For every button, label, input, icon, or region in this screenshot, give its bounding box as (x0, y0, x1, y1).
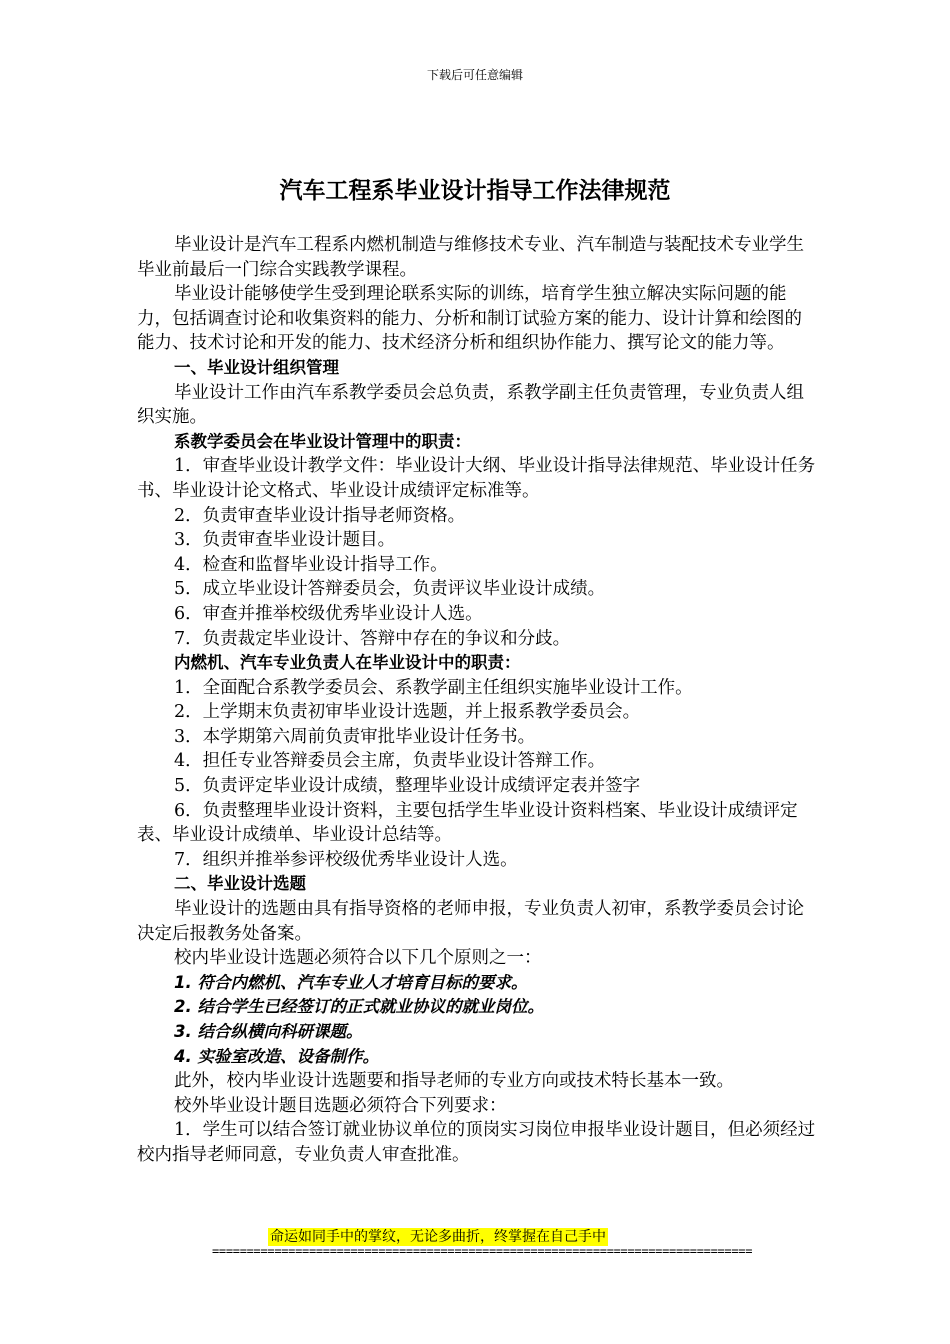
document-title: 汽车工程系毕业设计指导工作法律规范 (279, 178, 671, 204)
subsection-heading: 内燃机、汽车专业负责人在毕业设计中的职责： (174, 653, 521, 673)
list-item: 1．学生可以结合签订就业协议单位的顶岗实习岗位申报毕业设计题目，但必须经过校内指导老师同意，专业负责人审查批准。 (137, 1120, 816, 1165)
principle-item: 1. 符合内燃机、汽车专业人才培育目标的要求。 (174, 972, 528, 992)
paragraph: 校内毕业设计选题必须符合以下几个原则之一： (174, 948, 542, 969)
list-item: 6．负责整理毕业设计资料，主要包括学生毕业设计资料档案、毕业设计成绩评定表、毕业设计成绩单、毕业设计总结等。 (137, 800, 798, 846)
list-item: 3．本学期第六周前负责审批毕业设计任务书。 (174, 726, 536, 747)
list-item: 4．检查和监督毕业设计指导工作。 (174, 554, 448, 575)
list-item: 1．审查毕业设计教学文件：毕业设计大纲、毕业设计指导法律规范、毕业设计任务书、毕业设计论文格式、毕业设计成绩评定标准等。 (137, 456, 816, 501)
list-item: 3．负责审查毕业设计题目。 (174, 530, 396, 551)
paragraph: 毕业设计能够使学生受到理论联系实际的训练，培育学生独立解决实际问题的能力，包括调查讨论和收集资料的能力、分析和制订试验方案的能力、设计计算和绘图的能力、技术讨论和开发的能力、技术经济分析和组织协作能力、撰写论文的能力等。 (137, 284, 802, 354)
list-item: 4．担任专业答辩委员会主席，负责毕业设计答辩工作。 (174, 751, 606, 772)
paragraph: 毕业设计是汽车工程系内燃机制造与维修技术专业、汽车制造与装配技术专业学生毕业前最后一门综合实践教学课程。 (137, 235, 804, 280)
document-body (137, 233, 817, 1168)
page-header: 下载后可任意编辑 (426, 68, 523, 82)
paragraph: 毕业设计的选题由具有指导资格的老师申报，专业负责人初审，系教学委员会讨论决定后报教务处备案。 (137, 899, 804, 944)
footer-highlight: 命运如同手中的掌纹，无论多曲折，终掌握在自己手中 (270, 1229, 606, 1245)
principle-item: 4. 实验室改造、设备制作。 (174, 1046, 379, 1066)
subsection-heading: 系教学委员会在毕业设计管理中的职责： (174, 431, 471, 451)
section-heading: 二、毕业设计选题 (174, 874, 306, 894)
principle-item: 3. 结合纵横向科研课题。 (174, 1022, 363, 1041)
paragraph: 校外毕业设计题目选题必须符合下列要求： (174, 1095, 507, 1116)
list-item: 6．审查并推举校级优秀毕业设计人选。 (174, 603, 483, 624)
list-item: 7．负责裁定毕业设计、答辩中存在的争议和分歧。 (174, 628, 571, 649)
list-item: 2．负责审查毕业设计指导老师资格。 (174, 505, 466, 526)
principle-item: 2. 结合学生已经签订的正式就业协议的就业岗位。 (174, 997, 544, 1017)
list-item: 1．全面配合系教学委员会、系教学副主任组织实施毕业设计工作。 (174, 677, 693, 698)
paragraph: 毕业设计工作由汽车系教学委员会总负责，系教学副主任负责管理，专业负责人组织实施。 (137, 382, 804, 428)
list-item: 5．负责评定毕业设计成绩，整理毕业设计成绩评定表并签字 (174, 776, 641, 797)
list-item: 5．成立毕业设计答辩委员会，负责评议毕业设计成绩。 (174, 579, 606, 600)
section-heading: 一、毕业设计组织管理 (174, 357, 339, 377)
list-item: 7．组织并推举参评校级优秀毕业设计人选。 (174, 849, 518, 870)
paragraph: 此外，校内毕业设计选题要和指导老师的专业方向或技术特长基本一致。 (174, 1071, 734, 1092)
list-item: 2．上学期末负责初审毕业设计选题，并上报系教学委员会。 (174, 702, 641, 723)
footer-rule: ============================================================================== (212, 1244, 753, 1258)
